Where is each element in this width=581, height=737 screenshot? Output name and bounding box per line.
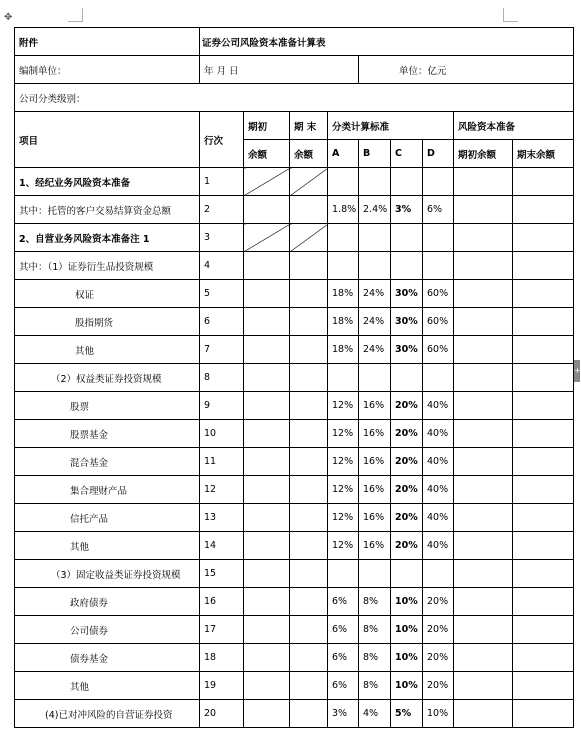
row-end-balance [290,504,328,532]
row-end-balance [290,448,328,476]
row-end-balance [290,336,328,364]
row-rate-a: 12% [328,476,359,504]
col-header-line: 行次 [200,112,244,168]
row-end-balance [290,224,328,252]
row-end-balance [290,532,328,560]
row-label: （2）权益类证券投资规模 [15,364,200,392]
row-rc-begin [454,336,513,364]
row-end-balance [290,616,328,644]
row-rc-begin [454,616,513,644]
table-row [15,700,574,728]
row-line-number: 7 [200,336,244,364]
row-begin-balance [244,700,290,728]
row-rate-c: 20% [391,532,423,560]
table-row [15,532,574,560]
row-rc-begin [454,420,513,448]
row-rate-b: 2.4% [359,196,391,224]
row-label: 公司债券 [15,616,200,644]
row-end-balance [290,588,328,616]
row-rate-a: 18% [328,280,359,308]
row-rc-end [513,336,574,364]
row-rate-d [423,252,454,280]
col-header-end-top: 期 末 [290,112,328,140]
row-line-number: 13 [200,504,244,532]
row-rate-a [328,168,359,196]
row-line-number: 12 [200,476,244,504]
row-rate-b: 8% [359,616,391,644]
row-begin-balance [244,364,290,392]
page-corner-mark-left [82,8,83,22]
row-rate-b: 16% [359,448,391,476]
row-label: 股票 [15,392,200,420]
row-rate-c: 20% [391,420,423,448]
row-line-number: 8 [200,364,244,392]
row-rate-b: 24% [359,308,391,336]
prep-unit-label: 编制单位： [15,56,200,84]
row-rate-d: 40% [423,532,454,560]
row-begin-balance [244,392,290,420]
row-rate-c: 5% [391,700,423,728]
row-rc-begin [454,280,513,308]
row-begin-balance [244,420,290,448]
row-rate-d: 40% [423,476,454,504]
row-rc-end [513,672,574,700]
row-begin-balance [244,168,290,196]
row-rate-d: 20% [423,588,454,616]
row-rate-d [423,224,454,252]
row-rate-d: 10% [423,700,454,728]
row-begin-balance [244,532,290,560]
row-rate-a [328,560,359,588]
row-rate-a: 6% [328,616,359,644]
row-rc-begin [454,560,513,588]
row-rc-begin [454,196,513,224]
row-end-balance [290,560,328,588]
row-rate-d [423,364,454,392]
table-row [15,308,574,336]
page-title: 证券公司风险资本准备计算表 [200,28,574,56]
row-rc-end [513,532,574,560]
col-header-a: A [328,140,359,168]
table-row [15,672,574,700]
row-rate-c: 30% [391,308,423,336]
table-row [15,504,574,532]
page-corner-mark-right [503,8,504,22]
row-end-balance [290,420,328,448]
row-rate-a: 12% [328,504,359,532]
table-row [15,224,574,252]
page-corner-mark-right-h [503,21,518,22]
row-rate-a: 18% [328,308,359,336]
row-line-number: 19 [200,672,244,700]
row-rate-a [328,224,359,252]
row-begin-balance [244,588,290,616]
row-label: 其他 [15,336,200,364]
row-end-balance [290,476,328,504]
row-begin-balance [244,504,290,532]
row-rate-c: 10% [391,644,423,672]
row-rate-a: 6% [328,644,359,672]
row-line-number: 16 [200,588,244,616]
col-header-d: D [423,140,454,168]
row-line-number: 9 [200,392,244,420]
row-label: 政府债券 [15,588,200,616]
row-begin-balance [244,672,290,700]
row-rate-b: 24% [359,336,391,364]
row-line-number: 2 [200,196,244,224]
row-rate-b [359,560,391,588]
table-row [15,364,574,392]
table-row [15,392,574,420]
row-begin-balance [244,336,290,364]
row-rate-b [359,224,391,252]
row-rc-begin [454,168,513,196]
row-label: 其中：（1）证券衍生品投资规模 [15,252,200,280]
row-begin-balance [244,476,290,504]
table-row [15,644,574,672]
row-rc-begin [454,588,513,616]
row-label: 其他 [15,532,200,560]
row-rc-end [513,168,574,196]
row-rate-b [359,252,391,280]
row-rc-begin [454,532,513,560]
row-rate-d: 40% [423,504,454,532]
table-row [15,476,574,504]
row-line-number: 11 [200,448,244,476]
row-rc-end [513,616,574,644]
row-rate-a: 12% [328,532,359,560]
col-header-item: 项目 [15,112,200,168]
row-label: 1、经纪业务风险资本准备 [15,168,200,196]
row-begin-balance [244,644,290,672]
row-rc-end [513,644,574,672]
row-rc-begin [454,504,513,532]
row-rc-begin [454,308,513,336]
row-rate-d: 60% [423,308,454,336]
row-rate-b: 4% [359,700,391,728]
row-line-number: 15 [200,560,244,588]
row-rate-a: 6% [328,588,359,616]
row-rate-d: 40% [423,392,454,420]
table-resize-handle-icon[interactable]: + [574,360,580,382]
row-rate-a: 3% [328,700,359,728]
row-line-number: 20 [200,700,244,728]
row-label: 集合理财产品 [15,476,200,504]
row-rate-c: 10% [391,672,423,700]
row-end-balance [290,168,328,196]
row-rate-b: 16% [359,476,391,504]
row-label: 股指期货 [15,308,200,336]
row-rc-begin [454,644,513,672]
row-rate-a: 12% [328,420,359,448]
row-rate-b: 16% [359,504,391,532]
row-label: （3）固定收益类证券投资规模 [15,560,200,588]
row-end-balance [290,672,328,700]
row-rc-begin [454,252,513,280]
col-header-begin-top: 期初 [244,112,290,140]
row-rate-a: 6% [328,672,359,700]
row-rate-c: 3% [391,196,423,224]
table-row [15,196,574,224]
row-rate-b: 24% [359,280,391,308]
row-rc-end [513,588,574,616]
table-row [15,448,574,476]
row-rate-a: 1.8% [328,196,359,224]
row-label: (4)已对冲风险的自营证券投资 [15,700,200,728]
row-rate-c [391,364,423,392]
row-end-balance [290,280,328,308]
row-rate-c [391,252,423,280]
row-rate-c: 20% [391,504,423,532]
col-header-end-bottom: 余额 [290,140,328,168]
company-class-label: 公司分类级别： [15,84,574,112]
row-line-number: 1 [200,168,244,196]
row-label: 其他 [15,672,200,700]
table-row [15,252,574,280]
row-rc-end [513,420,574,448]
row-rc-end [513,504,574,532]
page-corner-mark-left-h [68,21,83,22]
row-rate-c: 30% [391,280,423,308]
row-rate-b [359,364,391,392]
row-line-number: 5 [200,280,244,308]
row-rate-a [328,252,359,280]
row-line-number: 17 [200,616,244,644]
row-end-balance [290,392,328,420]
table-row [15,616,574,644]
row-rate-d: 6% [423,196,454,224]
row-rate-c [391,224,423,252]
col-header-risk-capital: 风险资本准备 [454,112,574,140]
row-rc-end [513,392,574,420]
row-rc-end [513,560,574,588]
row-rate-c: 20% [391,448,423,476]
row-line-number: 4 [200,252,244,280]
row-begin-balance [244,252,290,280]
table-row [15,560,574,588]
table-row [15,280,574,308]
row-rate-a: 18% [328,336,359,364]
col-header-begin-bottom: 余额 [244,140,290,168]
row-rc-begin [454,700,513,728]
row-rate-a: 12% [328,392,359,420]
row-rate-d: 40% [423,448,454,476]
row-label: 其中：托管的客户交易结算资金总额 [15,196,200,224]
row-label: 信托产品 [15,504,200,532]
row-label: 债券基金 [15,644,200,672]
col-header-b: B [359,140,391,168]
row-end-balance [290,644,328,672]
row-rc-end [513,448,574,476]
row-rate-d: 60% [423,280,454,308]
row-rate-d: 20% [423,644,454,672]
row-line-number: 6 [200,308,244,336]
row-rate-b: 8% [359,588,391,616]
col-header-classification: 分类计算标准 [328,112,454,140]
row-rate-c: 10% [391,588,423,616]
col-header-c: C [391,140,423,168]
row-rc-end [513,700,574,728]
row-end-balance [290,196,328,224]
row-rate-b [359,168,391,196]
row-label: 2、自营业务风险资本准备注 1 [15,224,200,252]
table-row [15,420,574,448]
table-row [15,336,574,364]
row-rate-c: 10% [391,616,423,644]
row-rc-end [513,476,574,504]
row-rc-begin [454,392,513,420]
col-header-rc-end: 期末余额 [513,140,574,168]
row-rate-c [391,560,423,588]
row-rate-d [423,560,454,588]
row-rate-c: 20% [391,392,423,420]
row-rate-b: 16% [359,420,391,448]
row-rate-c: 20% [391,476,423,504]
attachment-label: 附件 [15,28,200,56]
row-line-number: 14 [200,532,244,560]
row-rate-a: 12% [328,448,359,476]
row-rate-c: 30% [391,336,423,364]
row-begin-balance [244,616,290,644]
row-label: 混合基金 [15,448,200,476]
table-move-handle-icon[interactable]: ✥ [4,12,13,23]
row-rc-begin [454,476,513,504]
col-header-rc-begin: 期初余额 [454,140,513,168]
row-rc-end [513,224,574,252]
table-row [15,588,574,616]
row-end-balance [290,700,328,728]
row-rc-begin [454,364,513,392]
row-begin-balance [244,560,290,588]
row-end-balance [290,364,328,392]
row-rate-a [328,364,359,392]
row-rate-b: 8% [359,672,391,700]
row-rc-begin [454,672,513,700]
row-rate-b: 16% [359,392,391,420]
row-rc-end [513,196,574,224]
row-rate-c [391,168,423,196]
row-begin-balance [244,224,290,252]
row-line-number: 10 [200,420,244,448]
row-begin-balance [244,448,290,476]
date-label: 年 月 日 [200,56,359,84]
row-rc-begin [454,224,513,252]
row-rate-d: 20% [423,672,454,700]
risk-capital-table [14,27,574,728]
row-end-balance [290,252,328,280]
row-rc-begin [454,448,513,476]
row-rate-b: 8% [359,644,391,672]
row-label: 股票基金 [15,420,200,448]
unit-label: 单位：亿元 [359,56,574,84]
row-rc-end [513,308,574,336]
row-line-number: 3 [200,224,244,252]
row-rate-d: 60% [423,336,454,364]
row-end-balance [290,308,328,336]
row-begin-balance [244,308,290,336]
row-rc-end [513,364,574,392]
row-begin-balance [244,280,290,308]
row-line-number: 18 [200,644,244,672]
row-rate-d [423,168,454,196]
table-row [15,168,574,196]
row-rc-end [513,280,574,308]
row-rc-end [513,252,574,280]
row-rate-b: 16% [359,532,391,560]
row-label: 权证 [15,280,200,308]
row-rate-d: 40% [423,420,454,448]
row-begin-balance [244,196,290,224]
row-rate-d: 20% [423,616,454,644]
